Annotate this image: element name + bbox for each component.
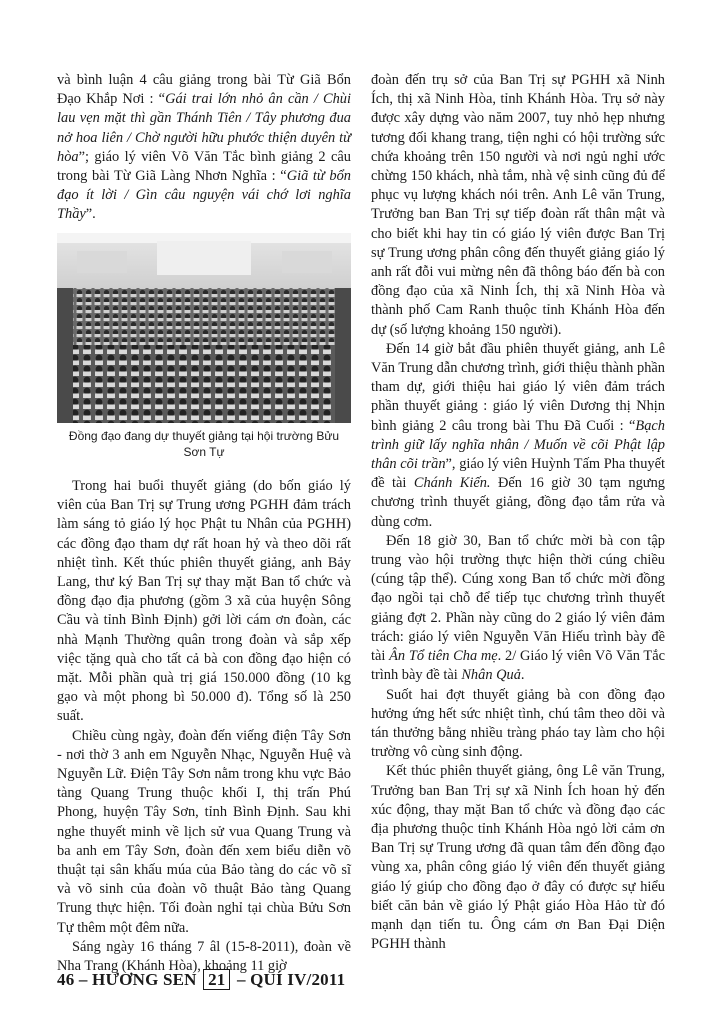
paragraph: Kết thúc phiên thuyết giảng, ông Lê văn Trung, Trưởng ban Ban Trị sự xã Ninh Ích hoan hỷ đến xúc động, thay mặt Ban tổ chức và đồng đạo các địa phương thuộc tỉnh Khánh Hòa ngỏ lời cảm ơn Ban Trị sự Trung ương đã quan tâm đến đồng đạo vùng xa, phân công giáo lý viên đến thuyết giảng giáo lý giúp cho đồng đạo ở đây có được sự hiểu biết căn bản về giáo lý Phật giáo Hòa Hảo từ đó mạnh dạn tiến tu. Ông cám ơn Ban Đại Diện PGHH thành	[371, 763, 665, 953]
paragraph: và bình luận 4 câu giảng trong bài Từ Giã Bổn Đạo Khắp Nơi : “Gái trai lớn nhỏ ân cần / Chùi lau vẹn mặt thì gần Thánh Tiên / Tây phương đua nở hoa liên / Chờ người hữu phước thiện duyên từ hòa”; giáo lý viên Võ Văn Tắc bình giảng 2 câu trong bài Từ Giã Làng Nhơn Nghĩa : “Giã từ bổn đạo ít lời / Gìn câu nguyện vái chớ lơi nghĩa Thầy”.	[57, 72, 351, 223]
paragraph: Chiều cùng ngày, đoàn đến viếng điện Tây Sơn - nơi thờ 3 anh em Nguyễn Nhạc, Nguyễn Huệ và Nguyễn Lữ. Điện Tây Sơn nằm trong khu vực Bảo tàng Quang Trung thuộc khối I, thị trấn Phú Phong, huyện Tây Sơn, tỉnh Bình Định. Sau khi nghe thuyết minh về lịch sử vua Quang Trung và ba anh em Tây Sơn, đoàn đến xem biểu diễn võ thuật tại sân khấu múa của Bảo tàng do các võ sĩ và võ sinh của đoàn võ thuật Bảo tàng Quang Trung thực hiện. Tối đoàn nghỉ tại chùa Bửu Sơn Tự thêm một đêm nữa.	[57, 727, 351, 936]
paragraph: đoàn đến trụ sở của Ban Trị sự PGHH xã Ninh Ích, thị xã Ninh Hòa, tỉnh Khánh Hòa. Trụ sở này được xây dựng vào năm 2007, tuy nhỏ hẹp nhưng tương đối khang trang, tiện nghi có hội trường sức chứa khoảng trên 150 người và nơi ngủ nghỉ ước chừng 150 khách, nhà tắm, nhà vệ sinh cũng đủ để phục vụ lượng khách nói trên. Anh Lê văn Trung, Trưởng ban Ban Trị sự tiếp đoàn rất thân mật và cho biết khi hay tin có giáo lý viên được Ban Trị sự Trung ương phân công đến thuyết giảng giáo lý anh rất đỗi vui mừng nên đã thông báo đến bà con đồng đạo của xã Ninh Ích, thị xã Ninh Hòa và thành phố Cam Ranh thuộc tỉnh Khánh Hòa đến dự (số lượng khoảng 150 người).	[371, 72, 665, 338]
page-footer	[57, 970, 345, 990]
paragraph: Đến 18 giờ 30, Ban tổ chức mời bà con tập trung vào hội trường thực hiện thời cúng chiều (cúng tập thể). Cúng xong Ban tổ chức mời đồng đạo ngồi tại chỗ để tiếp tục chương trình thuyết giảng đợt 2. Phần này cũng do 2 giáo lý viên đảm trách: giáo lý viên Nguyễn Văn Hiếu trình bày đề tài Ân Tổ tiên Cha mẹ. 2/ Giáo lý viên Võ Văn Tắc trình bày đề tài Nhân Quả.	[371, 532, 665, 684]
footer-dash: –	[236, 970, 246, 989]
issue-number: 21	[203, 969, 230, 990]
photo-caption: Đồng đạo đang dự thuyết giảng tại hội trường Bửu Sơn Tự	[68, 429, 340, 459]
paragraph: Đến 14 giờ bắt đầu phiên thuyết giảng, anh Lê Văn Trung dẫn chương trình, giới thiệu thành phần tham dự, giới thiệu hai giáo lý viên đảm trách phần thuyết giảng : giáo lý viên Dương thị Nhịn bình giảng 2 câu trong bài Thu Đã Cuối : “Bạch trình giữ lấy nghĩa nhân / Muốn về cõi Phật lập thân cõi trần”, giáo lý viên Huỳnh Tấm Pha thuyết đề tài Chánh Kiến. Đến 16 giờ 30 tạm ngưng chương trình thuyết giảng, đồng đạo tắm rửa và dùng cơm.	[371, 340, 665, 530]
assembly-photo	[57, 233, 351, 423]
paragraph: Trong hai buổi thuyết giảng (do bốn giáo lý viên của Ban Trị sự Trung ương PGHH đảm trách làm sáng tỏ giáo lý học Phật tu Nhân của PGHH) các đồng đạo tham dự rất hoan hỷ và theo dõi rất nhiệt tình. Kết thúc phiên thuyết giảng, anh Bảy Lang, thư ký Ban Trị sự thay mặt Ban tổ chức và đồng đạo địa phương (gồm 3 xã của huyện Sông Cầu và tỉnh Bình Định) gởi lời cám ơn đoàn, các nhà Mạnh Thường quân trong đoàn và sắp xếp việc tặng quà cho tất cả bà con đồng đạo hiện có mặt. Mỗi phần quà trị giá 150.000 đồng (10 kg gạo và một phong bì 50.000 đ). Tổng số là 250 suất.	[57, 478, 351, 725]
crowd-photo-image	[57, 233, 351, 423]
magazine-title: HƯƠNG SEN	[92, 970, 197, 989]
paragraph: Sáng ngày 16 tháng 7 âl (15-8-2011), đoàn về Nha Trang (Khánh Hòa), khoảng 11 giờ	[57, 938, 351, 975]
left-column-top	[57, 71, 351, 225]
page-number: 46	[57, 970, 75, 989]
left-column-bottom	[57, 477, 351, 976]
issue-period: QUÍ IV/2011	[250, 970, 346, 989]
footer-dash: –	[78, 970, 88, 989]
right-column	[371, 71, 665, 954]
paragraph: Suốt hai đợt thuyết giảng bà con đồng đạo hưởng ứng hết sức nhiệt tình, chú tâm theo dõi và tán thưởng bằng nhiều tràng pháo tay làm cho hội trường vô cùng sinh động.	[371, 686, 665, 761]
